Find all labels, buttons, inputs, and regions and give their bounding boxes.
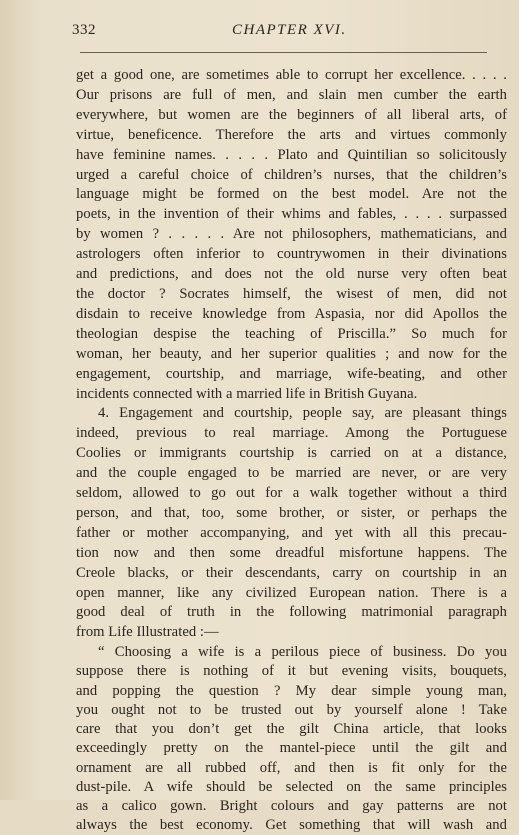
text-line: have feminine names. . . . . Plato and Quintilian so solicitously: [76, 146, 507, 163]
text-line: you ought not to be trusted out by yourself alone ! Take: [76, 701, 507, 718]
text-line: father or mother accompanying, and yet with all this precau-: [76, 524, 507, 541]
text-line: tion now and then some dreadful misfortune happens. The: [76, 544, 507, 561]
text-line: Our prisons are full of men, and slain men cumber the earth: [76, 86, 507, 103]
text-line: poets, in the invention of their whims and fables, . . . . surpassed: [76, 206, 507, 223]
header-rule: [80, 52, 487, 53]
text-line: exceedingly pretty on the mantel-piece until the gilt and: [76, 740, 507, 757]
text-line: virtue, beneficence. Therefore the arts and virtues commonly: [76, 126, 507, 143]
page-header: [72, 22, 489, 44]
text-line: the doctor ? Socrates himself, the wisest of men, did not: [76, 285, 507, 302]
text-line: indeed, previous to real marriage. Among the Portuguese: [76, 425, 507, 442]
text-line: as a calico gown. Bright colours and gay patterns are not: [76, 797, 507, 814]
text-line: always the best economy. Get something that will wash and: [76, 817, 507, 834]
text-line: and predictions, and does not the old nurse very often beat: [76, 266, 507, 283]
text-line: engagement, courtship, and marriage, wife-beating, and other: [76, 365, 507, 382]
text-line: good deal of truth in the following matrimonial paragraph: [76, 604, 507, 621]
text-line: and the couple engaged to be married are never, or are very: [76, 465, 507, 482]
text-line: ornament are all rubbed off, and then is fit only for the: [76, 759, 507, 776]
text-line: care that you don’t get the gilt China article, that looks: [76, 721, 507, 738]
text-line: language might be formed on the best model. Are not the: [76, 186, 507, 203]
page-number: 332: [72, 22, 96, 38]
text-line: theologian despise the teaching of Priscilla.” So much for: [76, 325, 507, 342]
body-text: [76, 66, 507, 835]
text-line: suppose there is nothing of it but evening visits, bouquets,: [76, 663, 507, 680]
running-head: CHAPTER XVI.: [232, 22, 347, 38]
text-line: from Life Illustrated :—: [76, 624, 219, 641]
text-line: Coolies or immigrants courtship is carried on at a distance,: [76, 445, 507, 462]
text-line: astrologers often inferior to countrywomen in their divinations: [76, 246, 507, 263]
text-line: “ Choosing a wife is a perilous piece of business. Do you: [98, 644, 507, 661]
text-line: 4. Engagement and courtship, people say, are pleasant things: [98, 405, 507, 422]
text-line: incidents connected with a married life in British Guyana.: [76, 385, 418, 402]
text-line: Creole blacks, or their descendants, carry on courtship in an: [76, 564, 507, 581]
text-line: person, and that, too, some brother, or sister, or perhaps the: [76, 504, 507, 521]
text-line: dust-pile. A wife should be selected on the same principles: [76, 778, 507, 795]
text-line: open manner, like any civilized European nation. There is a: [76, 584, 507, 601]
text-line: disdain to receive knowledge from Aspasia, nor did Apollos the: [76, 305, 507, 322]
text-line: everywhere, but women are the beginners of all liberal arts, of: [76, 106, 507, 123]
text-line: urged a careful choice of children’s nurses, that the children’s: [76, 166, 507, 183]
text-line: woman, her beauty, and her superior qualities ; and now for the: [76, 345, 507, 362]
text-line: by women ? . . . . . Are not philosophers, mathematicians, and: [76, 226, 507, 243]
text-line: get a good one, are sometimes able to corrupt her excellence. . . . .: [76, 67, 507, 83]
text-line: seldom, allowed to go out for a walk together without a third: [76, 485, 507, 502]
text-line: and popping the question ? My dear simple young man,: [76, 682, 507, 699]
